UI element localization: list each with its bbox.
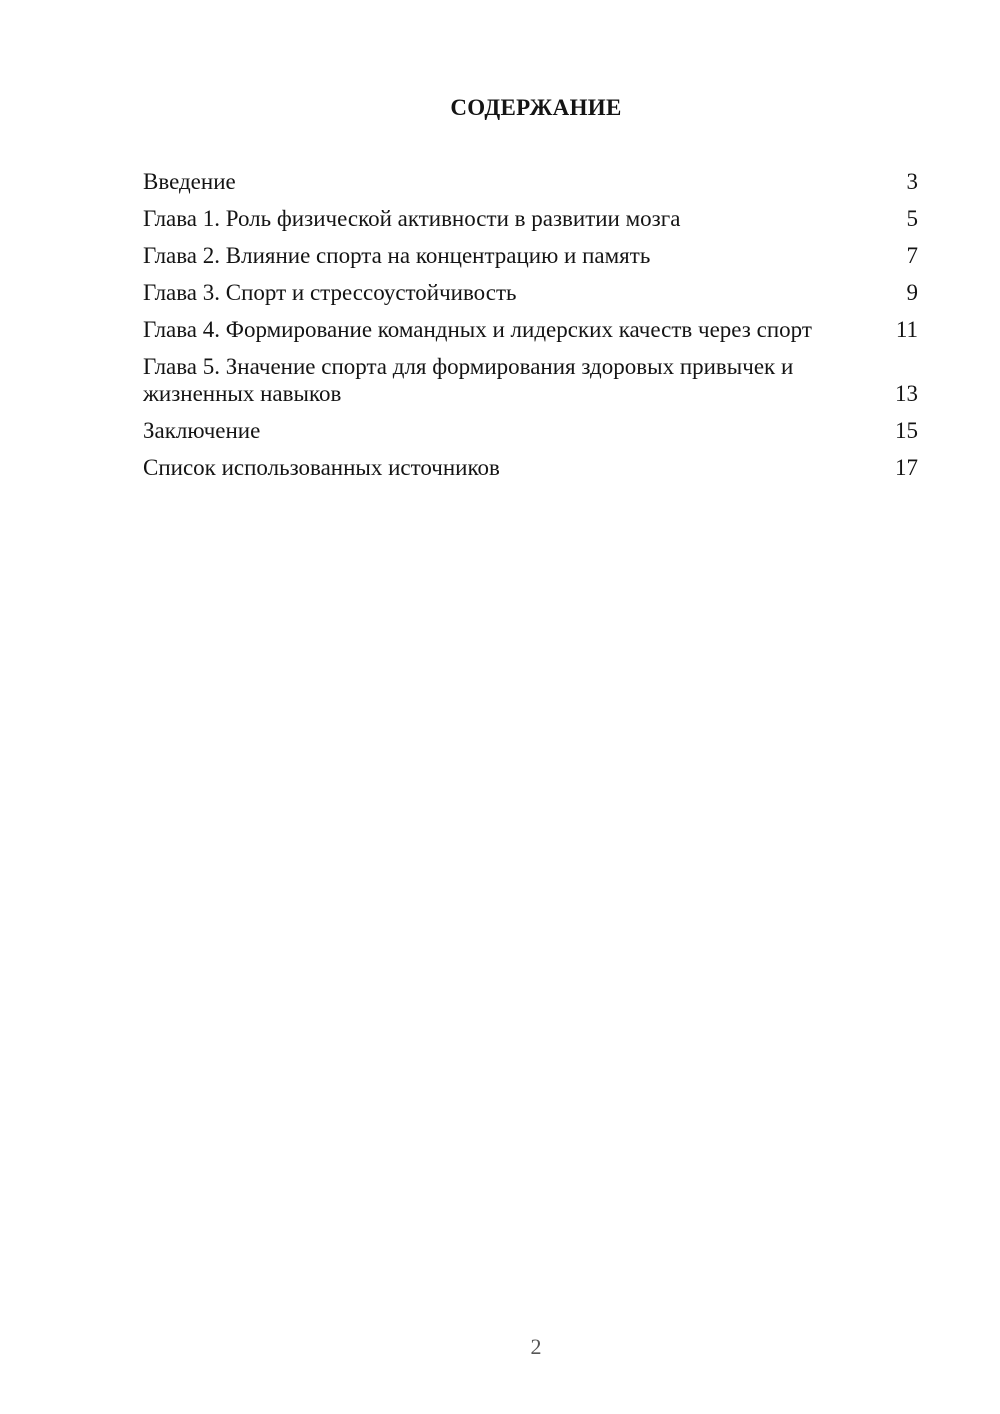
toc-entry-page: 13 [895,381,918,406]
toc-entry[interactable] [143,168,918,195]
toc-entry[interactable] [143,279,918,306]
toc-entry[interactable] [143,454,918,481]
toc-entry-page: 15 [895,418,918,443]
toc-entry-label: Глава 4. Формирование командных и лидерских качеств через спорт [143,317,812,342]
toc-entry-label: Глава 2. Влияние спорта на концентрацию и память [143,243,651,268]
page-number: 2 [530,1334,542,1359]
toc-entry-label: Глава 5. Значение спорта для формирования здоровых привычек и жизненных навыков [143,354,794,406]
toc-entry[interactable] [143,353,918,407]
toc-entry[interactable] [143,417,918,444]
toc-entry-label: Заключение [143,418,261,443]
toc-entry-page: 17 [895,455,918,480]
toc-entry-label: Глава 3. Спорт и стрессоустойчивость [143,280,517,305]
toc-entry-label: Список использованных источников [143,455,500,480]
toc-entry-label: Введение [143,169,236,194]
toc-entry-page: 3 [906,169,918,194]
toc-entry-page: 7 [906,243,918,268]
table-of-contents [143,168,918,491]
toc-entry-page: 9 [906,280,918,305]
toc-entry-label: Глава 1. Роль физической активности в развитии мозга [143,206,681,231]
toc-entry[interactable] [143,205,918,232]
page-title: СОДЕРЖАНИЕ [450,95,622,120]
toc-entry[interactable] [143,316,918,343]
toc-entry-page: 11 [895,317,918,342]
toc-entry[interactable] [143,242,918,269]
toc-entry-page: 5 [906,206,918,231]
